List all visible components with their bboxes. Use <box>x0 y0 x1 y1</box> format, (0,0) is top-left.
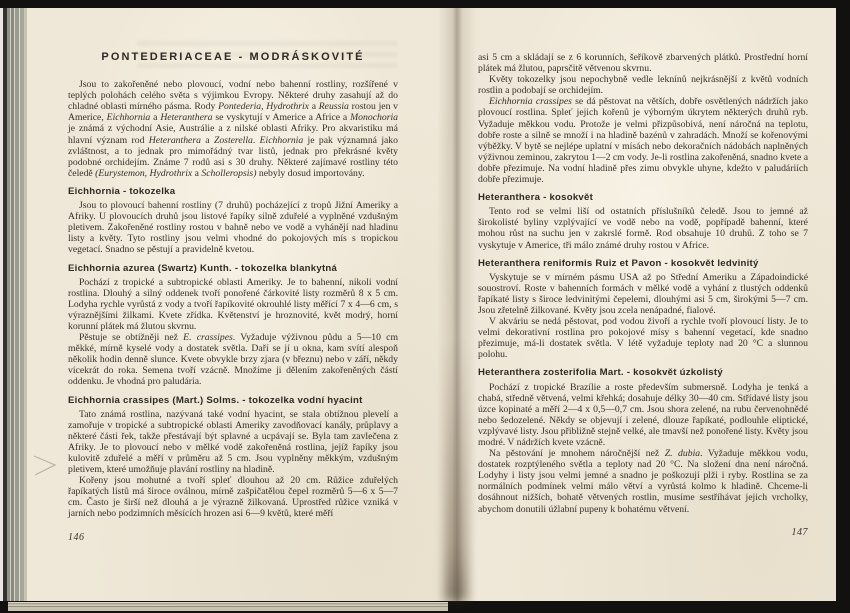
page-number-right: 147 <box>791 526 808 538</box>
paragraph: Na pěstování je mnohem náročnější než Z. dubia. Vyžaduje měkkou vodu, dostatek rozptýleného světla a teploty nad 20 °C. Na složení dna není náročná. Lodyhy i listy jsou velmi jemné a snadno je poškozují plži i ryby. Rostlina se za normálních podmínek velmi málo větví a vyrůstá kolmo k hladině. Chceme-li dosáhnout nižších, bohatě větvených rostlin, musíme sestříhávat jejich vrcholky, abychom donutili úžlabní pupeny k bohatému větvení. <box>478 448 808 515</box>
paragraph: Pochází z tropické Brazílie a roste především submersně. Lodyha je tenká a chabá, středně větvená, velmi křehká; dosahuje délky 30—40 cm. Střídavé listy jsou úzce kopinaté a měří 2—4 x 0,5—0,7 cm. Jsou shora zelené, na rubu červenohnědé nebo šedozelené. Někdy se objevují i zelené, dlouze řapíkaté, podlouhle eliptické, vzplývavé listy. Jsou přibližně stejně velké, ale tmavší než ponořené listy. Květy jsou modré. V nádržích kvete vzácně. <box>478 381 808 448</box>
paragraph: Eichhornia crassipes se dá pěstovat na větších, dobře osvětlených nádržích jako plovoucí rostlina. Spleť jejich kořenů je výborným úkrytem některých druhů ryb. Vyžaduje měkkou vodu. Protože je velmi přizpůsobivá, není náročná na teplotu, dobře roste a silně se množí i na hladině bazénů v zahradách. Množí se kořenovými výběžky. V bytě se nejlépe uplatní v mísách nebo dekoračních nádobách naplněných výživnou zeminou, zakrytou 1—2 cm vody. Je-li rostlina zakořeněná, snadno kvete a dobře přezimuje. Na vodní hladině přes zimu obvykle uhyne, kdežto v paludáriích dobře přezimuje. <box>478 96 808 186</box>
paragraph: Pochází z tropické a subtropické oblasti Ameriky. Je to bahenní, nikoli vodní rostlina. Dlouhý a silný oddenek tvoří ponořené čárkovité listy rozměrů 8 x 5 cm. Lodyha rychle vyrůstá z vody a tvoří řapíkovité okrouhlé listy měřící 7 x 4—6 cm, s výraznějšími žilkami. Kvete zřídka. Květenství je hroznovité, květ modrý, horní korunní plátek má žlutou skvrnu. <box>68 276 398 332</box>
left-page-text-column <box>68 8 398 543</box>
paragraph: Tato známá rostlina, nazývaná také vodní hyacint, se stala obtížnou plevelí a zamořuje v tropické a subtropické oblasti Ameriky zavodňovací kanály, průplavy a některé části řek, takže přestávají být splavné a ucpávají se. Byla tam zavlečena z Afriky. Je to plovoucí nebo v mělké vodě zakořeněná rostlina, jejíž řapíky jsou kulovitě zduřelé a měří v průměru až 5 cm. Jsou vyplněny měkkým, vzdušným pletivem, které umožňuje plavání rostliny na hladině. <box>68 408 398 476</box>
page-number-left: 146 <box>68 531 85 543</box>
paragraph-continuation: asi 5 cm a skládají se z 6 korunních, šeříkově zbarvených plátků. Prostřední horní plátek má žlutou, paprsčitě větvenou skvrnu. <box>478 52 808 75</box>
page-left <box>27 8 455 601</box>
paragraph: Vyskytuje se v mírném pásmu USA až po Střední Ameriku a Západoindické souostroví. Roste v bahenních formách v mělké vodě a vyhání z tlustých oddenků řapíkaté listy s široce ledvinitými čepelemi, dlouhými asi 5 cm, širokými 5—7 cm. Jsou zřetelně žilkované. Květy jsou zcela nenápadné, fialové. <box>478 271 808 316</box>
pencil-mark <box>32 452 58 482</box>
paragraph: Tento rod se velmi liší od ostatních příslušníků čeledě. Jsou to jemné až širokolisté byliny vzplývající ve vodě nebo na vodě, popřípadě bahenní, které mohou růst na suchu jen v zakrslé formě. Rod obsahuje 10 druhů. Z toho se 7 vyskytuje v Americe, tři málo známé druhy rostou v Africe. <box>478 206 808 251</box>
book-left-edge <box>0 8 27 601</box>
paragraph: Pěstuje se obtížněji než E. crassipes. Vyžaduje výživnou půdu a 5—10 cm měkké, mírně kyselé vody a dostatek světla. Daří se jí u okna, kam svítí alespoň několik hodin denně slunce. Kvete obvykle brzy zjara (v březnu) nebo v září, někdy vícekrát do roka. Semena tvoří vzácně. Množíme ji dělením zakořeněných částí oddenku. Je vhodná pro paludária. <box>68 332 398 388</box>
paragraph: Jsou to zakořeněné nebo plovoucí, vodní nebo bahenní rostliny, rozšířené v teplých polohách celého světa s výjimkou Evropy. Některé druhy zasahují až do chladné oblasti mírného pásma. Rody Pontederia, Hydrothrix a Reussia rostou jen v Americe, Eichhornia a Heteranthera se vyskytují v Americe a Africe a Monochoria je známá z východní Asie, Austrálie a z nilské oblasti Afriky. Pro akvaristiku má hlavní význam rod Heteranthera a Zosterella. Eichhornia je pak významná jako zvláštnost, a to jednak pro mimořádný tvar listů, jednak pro překrásné květy podobné orchidejím. Známe 7 rodů asi s 30 druhy. Některé zajímavé rostliny této čeledě (Eurystemon, Hydrothrix a Scholleropsis) nebyly dosud importovány. <box>68 79 399 179</box>
paragraph: Květy tokozelky jsou nepochybně vedle leknínů nejkrásnější z květů vodních rostlin a podobají se orchidejím. <box>478 74 808 97</box>
paragraph: Kořeny jsou mohutné a tvoří spleť dlouhou až 20 cm. Růžice zduřelých řapíkatých listů má široce oválnou, mírně zašpičatělou čepel rozměrů 5—6 x 5—7 cm. Často je širší než dlouhá a je výrazně žilkovaná. Uprostřed růžice vzniká v jarních nebo podzimních měsících hrozen asi 6—9 květů, které měří <box>68 475 398 520</box>
species-heading-heteranthera-reniformis: Heteranthera reniformis Ruiz et Pavon - kosokvět ledvinitý <box>478 257 759 269</box>
paragraph: V akváriu se nedá pěstovat, pod vodou živoří a rychle tvoří plovoucí listy. Je to velmi dekorativní rostlina pro pokojové mísy s bahenní vegetací, kde snadno přezimuje, má-li dostatek světla. V létě vyžaduje teploty nad 20 °C a slunnou polohu. <box>478 316 808 361</box>
species-heading-eichhornia-crassipes: Eichhornia crassipes (Mart.) Solms. - tokozelka vodní hyacint <box>68 394 363 406</box>
book-scan <box>0 8 836 601</box>
book-bottom-page-stack <box>8 602 448 611</box>
page-right <box>455 8 836 601</box>
species-heading-eichhornia-azurea: Eichhornia azurea (Swartz) Kunth. - tokozelka blankytná <box>68 262 338 274</box>
genus-heading-eichhornia: Eichhornia - tokozelka <box>68 185 176 197</box>
right-page-text-column <box>478 8 808 538</box>
genus-heading-heteranthera: Heteranthera - kosokvět <box>478 192 594 204</box>
species-heading-heteranthera-zosterifolia: Heteranthera zosterifolia Mart. - kosokvět úzkolistý <box>478 367 723 379</box>
paragraph: Jsou to plovoucí bahenní rostliny (7 druhů) pocházející z tropů Jižní Ameriky a Afriky. U plovoucích druhů jsou listové řapíky silně zduřelé a vyplněné vzdušným pletivem. Zakořeněné rostliny rostou v bahně nebo ve vodě a vyhánějí nad hladinu listy a květy. Tyto rostliny jsou velmi vhodné do pokojových mís s tropickou vegetací. Snadno se pěstují a pravidelně kvetou. <box>68 200 398 256</box>
family-title: PONTEDERIACEAE - MODRÁSKOVITÉ <box>101 51 365 63</box>
